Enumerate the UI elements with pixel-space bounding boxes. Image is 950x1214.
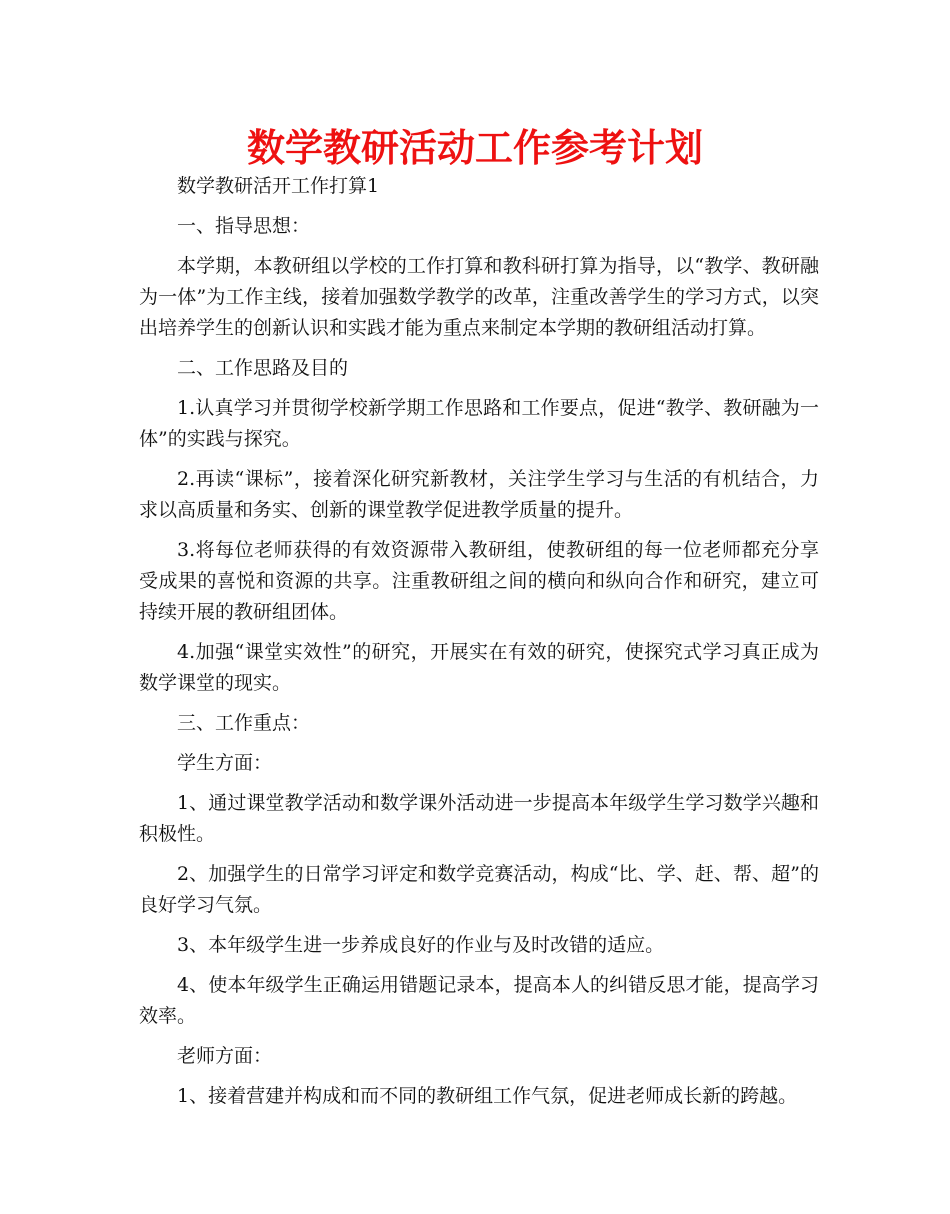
paragraph-plan-heading: 数学教研活开工作打算1 bbox=[177, 175, 380, 197]
section-heading-guiding-thought: 一、指导思想： bbox=[177, 215, 311, 237]
subheading-teachers: 老师方面： bbox=[177, 1045, 273, 1067]
paragraph-work-idea-1: 1.认真学习并贯彻学校新学期工作思路和工作要点，促进“教学、教研融为一体”的实践与探究。 bbox=[139, 397, 819, 450]
paragraph-teacher-1: 1、接着营建并构成和而不同的教研组工作气氛，促进老师成长新的跨越。 bbox=[177, 1085, 798, 1107]
document-body bbox=[139, 171, 819, 1121]
paragraph-student-1: 1、通过课堂教学活动和数学课外活动进一步提高本年级学生学习数学兴趣和积极性。 bbox=[139, 792, 819, 845]
paragraph-guiding-thought: 本学期，本教研组以学校的工作打算和教科研打算为指导，以“教学、教研融为一体”为工作主线，接着加强数学教学的改革，注重改善学生的学习方式，以突出培养学生的创新认识和实践才能为重点来制定本学期的教研组活动打算。 bbox=[139, 255, 819, 339]
document-title: 数学教研活动工作参考计划 bbox=[246, 126, 703, 170]
section-heading-work-focus: 三、工作重点： bbox=[177, 712, 311, 734]
paragraph-work-idea-2: 2.再读“课标”，接着深化研究新教材，关注学生学习与生活的有机结合，力求以高质量和务实、创新的课堂教学促进教学质量的提升。 bbox=[139, 468, 819, 521]
subheading-students: 学生方面： bbox=[177, 752, 273, 774]
section-heading-work-ideas: 二、工作思路及目的 bbox=[177, 357, 349, 379]
paragraph-work-idea-4: 4.加强“课堂实效性”的研究，开展实在有效的研究，使探究式学习真正成为数学课堂的现实。 bbox=[139, 641, 819, 694]
paragraph-work-idea-3: 3.将每位老师获得的有效资源带入教研组，使教研组的每一位老师都充分享受成果的喜悦和资源的共享。注重教研组之间的横向和纵向合作和研究，建立可持续开展的教研组团体。 bbox=[139, 539, 819, 623]
paragraph-student-4: 4、使本年级学生正确运用错题记录本，提高本人的纠错反思才能，提高学习效率。 bbox=[139, 974, 819, 1027]
paragraph-student-3: 3、本年级学生进一步养成良好的作业与及时改错的适应。 bbox=[177, 934, 665, 956]
paragraph-student-2: 2、加强学生的日常学习评定和数学竞赛活动，构成“比、学、赶、帮、超”的良好学习气氛。 bbox=[139, 863, 819, 916]
